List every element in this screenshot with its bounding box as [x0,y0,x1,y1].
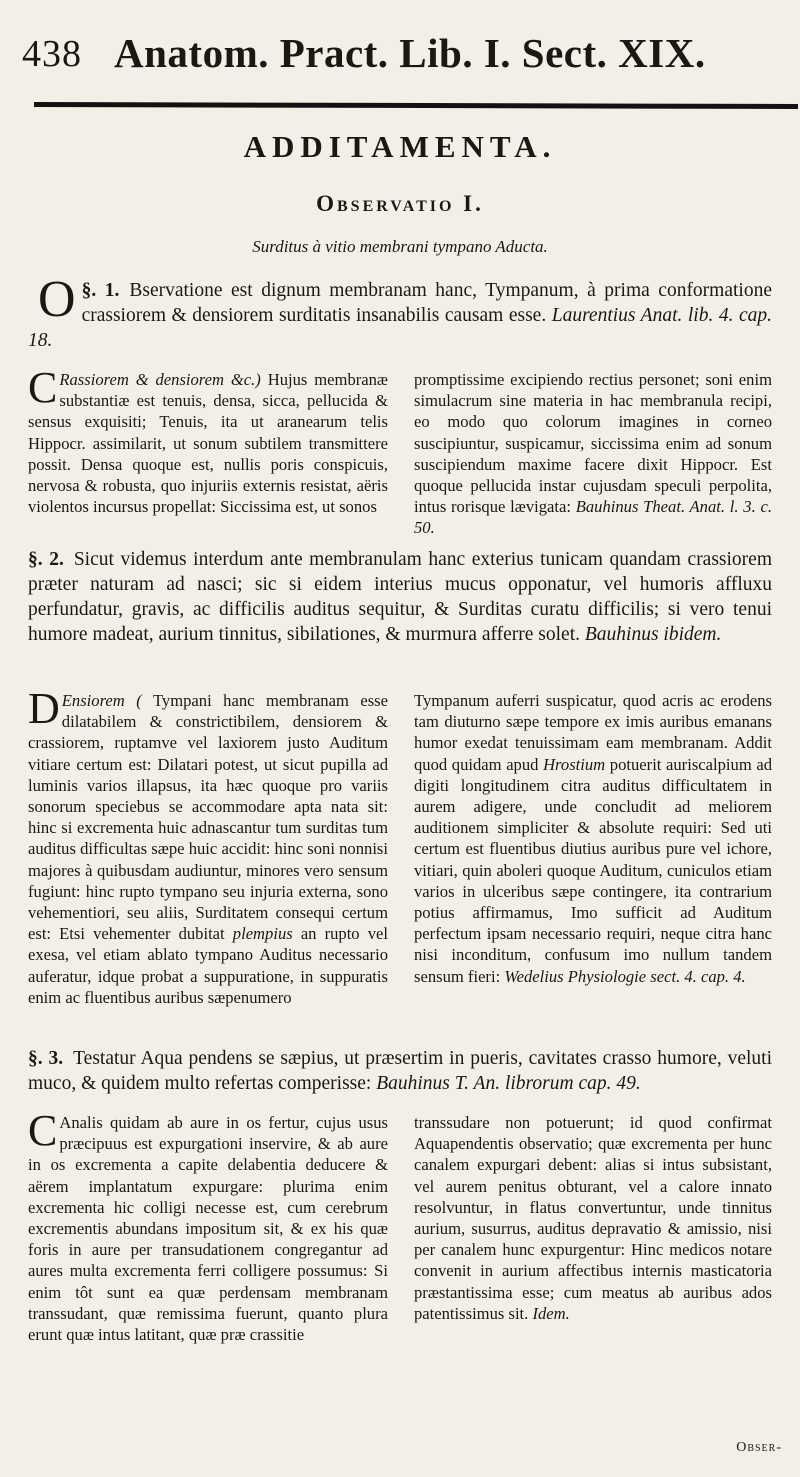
catchword: Obser- [736,1440,782,1455]
observation-subtitle: Surditus à vitio membrani tympano Aducta. [252,237,548,256]
commentary-text: Analis quidam ab aure in os fertur, cujus usus præcipuus est expurgationi inservire, & ab aure in os excrementa a capite delabentia deducere & aërem implantatum expurgare: plurima enim excrementa hic colligi necesse est, cum cerebrum excrementis abundans impositum sit, & ex his quæ foris in aure per transudationem congregantur ad aures multa excrementa ferri colligere possumus: Si enim tôt sunt ea quæ perdensam membranam transsudant, quæ remissima fuerunt, quanto plura erunt quæ intus latitant, quæ præ crassitie [28,1113,388,1345]
cited-name: Hrostium [543,754,606,774]
citation: Bauhinus ibidem. [584,624,722,645]
citation: Idem. [532,1303,570,1323]
observation-title: Observatio I. [316,191,484,216]
drop-cap: C [28,363,58,412]
citation: Bauhinus Theat. Anat. l. 3. c. 50. [414,497,772,538]
section-heading: ADDITAMENTA. [243,129,557,164]
paragraph-section-1 [28,271,772,353]
commentary-text: Hujus membranæ substantiæ est tenuis, densa, sicca, pellucida & sensus exquisiti; Tenuis, ita ut aranearum telis Hippocr. assimilarit, ut sonum subtilem transmittere possit. Densa quoque est, nullis poris conspicuis, nervosa & robusta, quo injuriis externis resistat, aëris violentos incursus propellat: Siccissima est, ut sonos [28,370,388,517]
commentary-right-1 [414,369,772,539]
commentary-left-1 [28,363,388,517]
paragraph-text: Bservatione est dignum membranam hanc, Tympanum, à prima conformatione crassiorem & densiorem surditatis insanabilis causam esse. [81,280,772,326]
lemma: Ensiorem ( [61,691,142,710]
page-number: 438 [22,33,82,75]
commentary-right-3 [414,1112,772,1324]
paragraph-text: Testatur Aqua pendens se sæpius, ut præsertim in pueris, cavitates crasso humore, veluti muco, & quidem multo refertas comperisse: [28,1048,772,1094]
page-header [22,30,782,80]
header-rule [34,102,798,109]
commentary-right-2 [414,690,772,987]
citation: Bauhinus T. An. librorum cap. 49. [376,1073,641,1094]
paragraph-section-3 [28,1046,772,1096]
lemma: Rassiorem & densiorem &c.) [59,370,261,389]
commentary-text: transsudare non potuerunt; id quod confirmat Aquapendentis observatio; quæ excrementa per hunc canalem expurgari debent: alias si intus subsistant, vel aurem penitus obturant, vel a calore innato resolvuntur, in flatus convertuntur, unde tinnitus aurium, susurrus, auditus depravatio & amissio, nisi per canalem hunc expurgentur: Hinc medicos notare convenit in aurium affectibus internis masticatoria præstantissima esse; cum meatus ab auribus ados patentissimus sit. [414,1113,772,1323]
commentary-text: promptissime excipiendo rectius personet; soni enim simulacrum sine materia in hac membranula recipi, eo modo quo colorum imagines in corneo suscipiuntur, suspicamur, siccissima enim ad sonum suscipiendum maxime facere dixit Hippocr. Est quoque pellucida instar cujusdam speculi perpolita, intus rorisque lævigata: [414,370,772,517]
commentary-text-cont: potuerit auriscalpium ad digiti longitudinem citra auditus difficultatem in aurem adigere, unde concludit ad meliorem auditionem simpliciter & absolute requiri: Sed uti certum est fluentibus diutius auribus pure vel ichore, vitiari, quin aboleri quoque Auditum, cuniculos etiam varios in ulceribus sæpe contingere, ita contrarium potius affirmamus, Imo sufficit ad Auditum perfectum ipsam necessario requiri, neque citra hanc nisi inconditum, confusum imo nullum tandem sensum fieri: [414,754,773,986]
drop-cap: D [28,684,60,733]
initial-letter: O [38,271,76,328]
commentary-text-cont: an rupto vel exesa, vel etiam ablato tympano Auditus necessario auferatur, idque probat a suppuratione, in suppuratis enim ac fluentibus auribus sæpenumero [28,924,388,1007]
cited-name: plempius [232,924,293,944]
paragraph-section-2 [28,547,772,647]
commentary-text: Tympani hanc membranam esse dilatabilem & constrictibilem, densiorem & crassiorem, ruptamve vel laxiorem justo Auditum vitiare certum est: Dilatari potest, ut sicut pupilla ad luminis varios illapsus, ita hæc quoque pro variis sonorum speciebus se accommodare apta nata sit: hinc si excrementa huic adnascantur tum surditas tum auditus difficultas sæpe huic accidit: hinc soni nonnisi majores à quibusdam audiuntur, minores vero sensum fugiunt: hinc rupto tympano seu injuria externa, sono vehementiori, seu aliis, Surditatem consequi certum est: Etsi vehementer dubitat [28,691,388,944]
section-number: §. 1. [81,280,120,301]
drop-cap: C [28,1106,58,1155]
commentary-left-2 [28,684,388,1008]
section-number: §. 3. [28,1048,64,1069]
commentary-text: Tympanum auferri suspicatur, quod acris ac erodens tam diuturno sæpe tempore ex imis auribus emanans humor exedat tenuissimam eam membranam. Addit quod quidam apud [414,691,772,774]
commentary-left-3 [28,1106,388,1345]
citation: Wedelius Physiologie sect. 4. cap. 4. [504,966,746,986]
citation: Laurentius Anat. lib. 4. cap. 18. [28,305,772,351]
running-head: Anatom. Pract. Lib. I. Sect. XIX. [114,30,706,76]
section-number: §. 2. [28,549,64,570]
paragraph-text: Sicut videmus interdum ante membranulam hanc exterius tunicam quandam crassiorem præter naturam ad nasci; sic si eidem interius mucus opponatur, vel humoris affluxu perfundatur, gravis, ac difficilis auditus sequitur, & Surditas curatu difficilis; si vero tenui humore madeat, aurium tinnitus, sibilationes, & murmura afferre solet. [28,549,772,645]
